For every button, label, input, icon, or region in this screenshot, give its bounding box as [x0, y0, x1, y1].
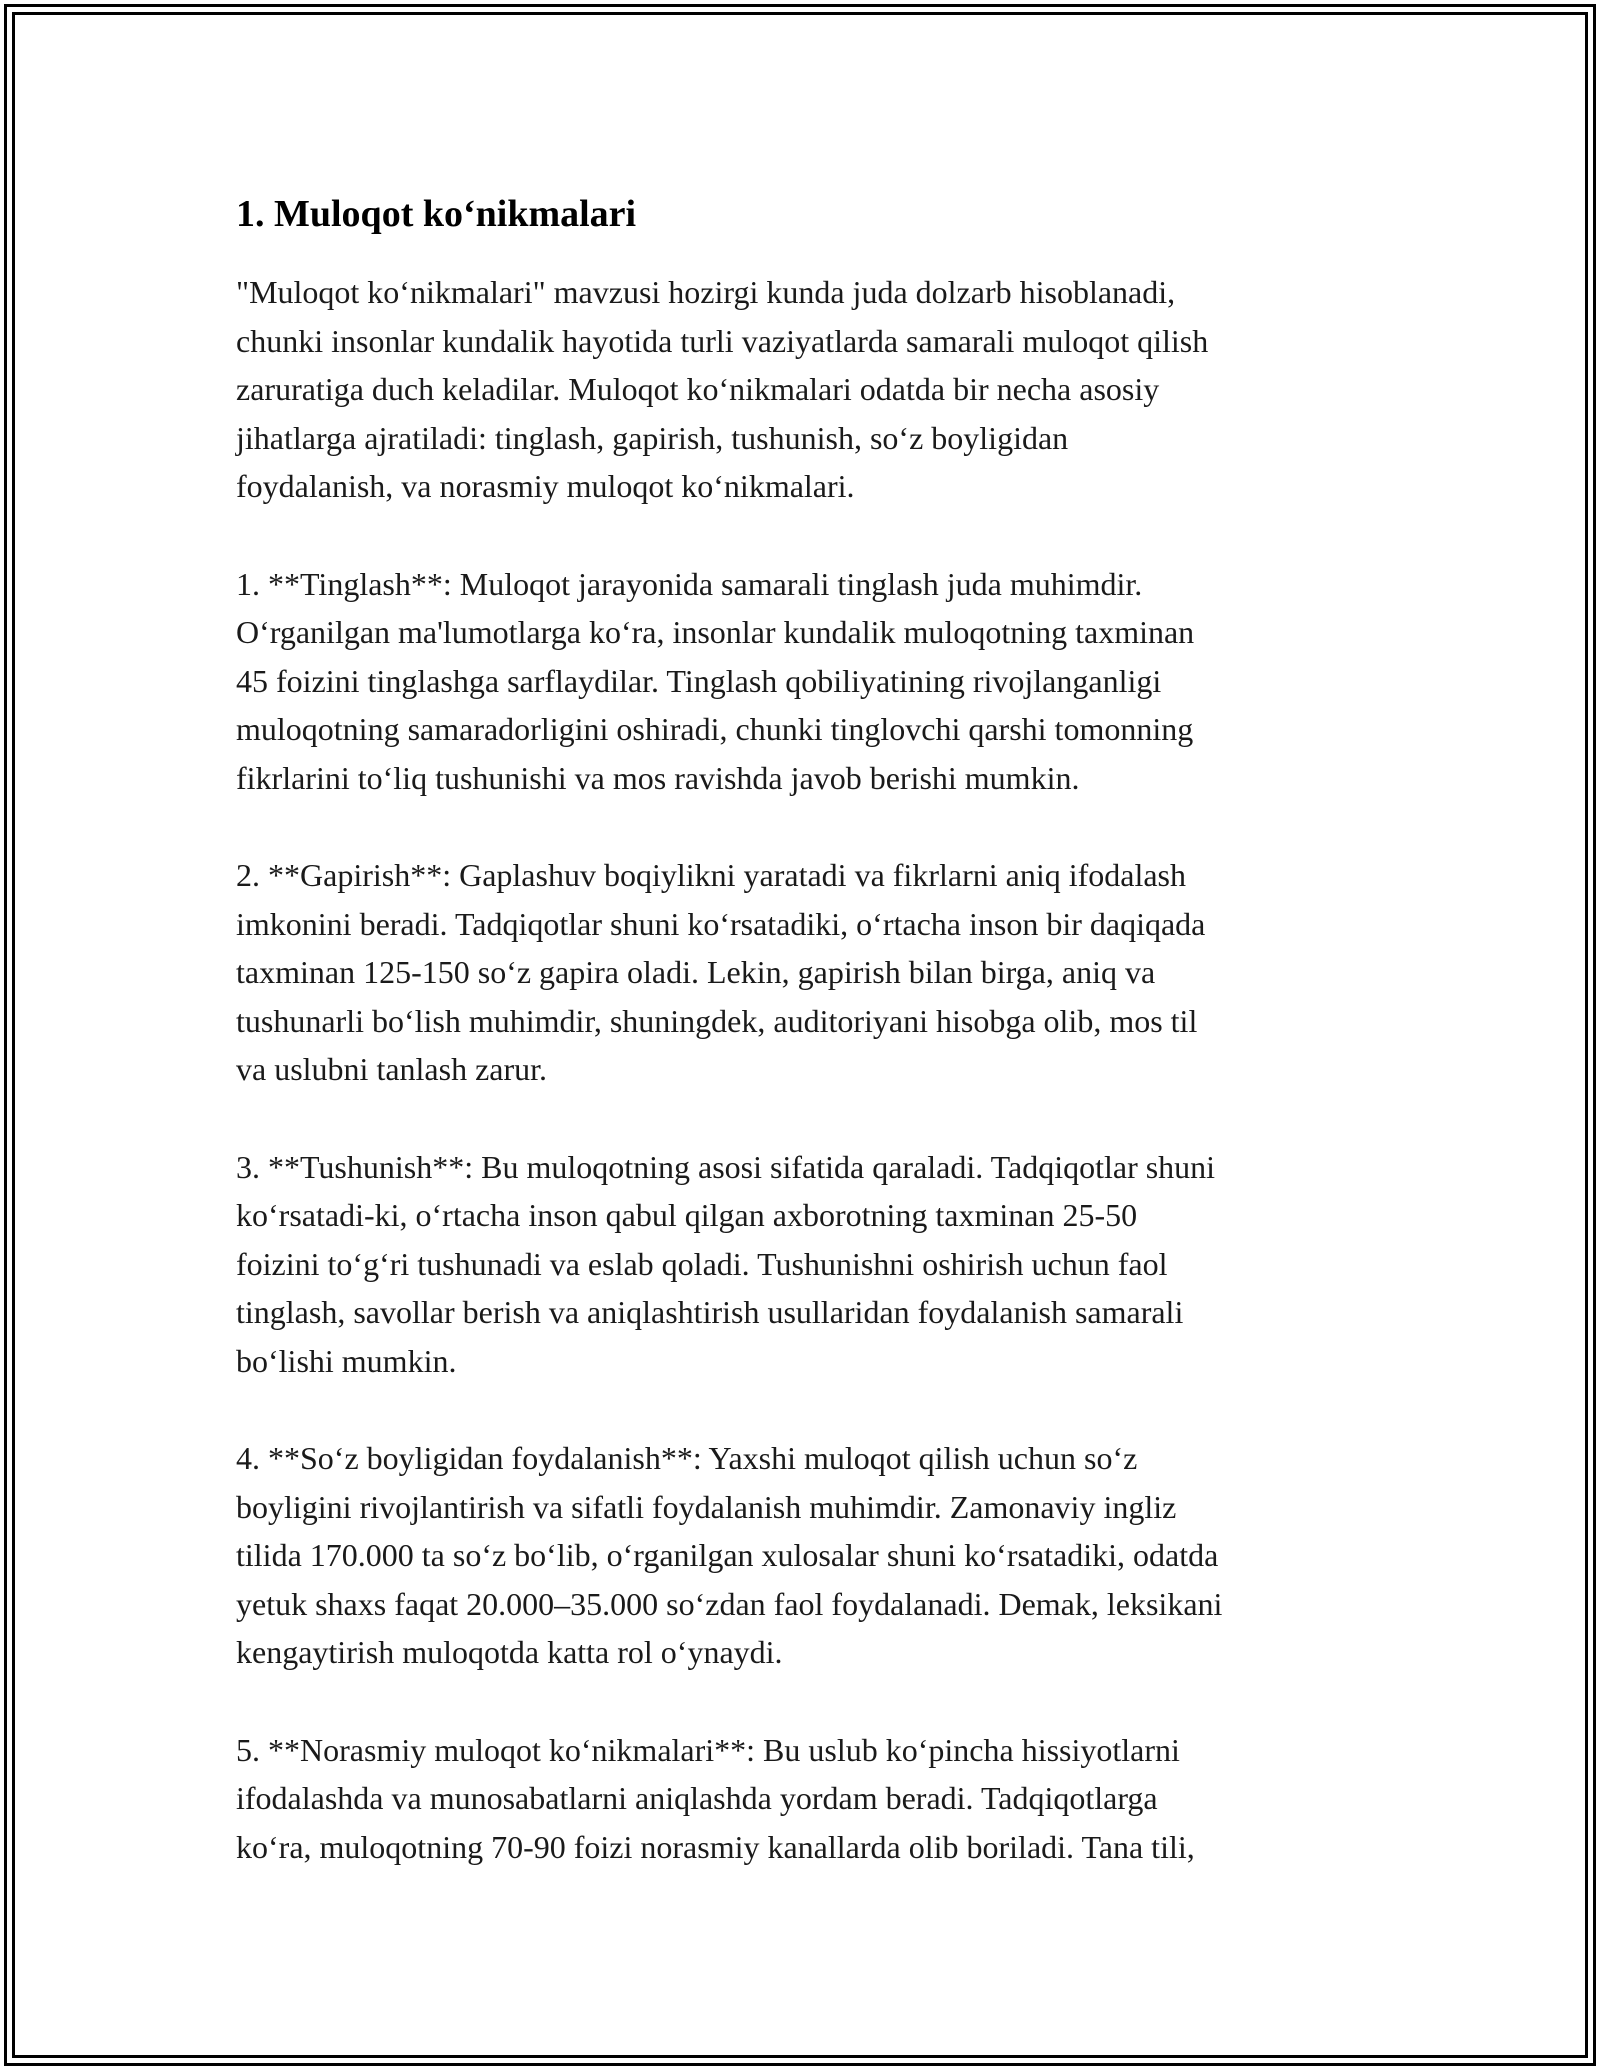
intro-paragraph: "Muloqot ko‘nikmalari" mavzusi hozirgi kunda juda dolzarb hisoblanadi, chunki insonlar kundalik hayotida turli vaziyatlarda samarali muloqot qilish zaruratiga duch keladilar. Muloqot ko‘nikmalari odatda bir necha asosiy jihatlarga ajratiladi: tinglash, gapirish, tushunish, so‘z boyligidan foydalanish, va norasmiy muloqot ko‘nikmalari. — [236, 274, 1209, 504]
speaking-paragraph: 2. **Gapirish**: Gaplashuv boqiylikni yaratadi va fikrlarni aniq ifodalash imkonini beradi. Tadqiqotlar shuni ko‘rsatadiki, o‘rtacha inson bir daqiqada taxminan 125-150 so‘z gapira oladi. Lekin, gapirish bilan birga, aniq va tushunarli bo‘lish muhimdir, shuningdek, auditoriyani hisobga olib, mos til va uslubni tanlash zarur. — [236, 857, 1206, 1087]
informal-communication-paragraph: 5. **Norasmiy muloqot ko‘nikmalari**: Bu uslub ko‘pincha hissiyotlarni ifodalashda va munosabatlarni aniqlashda yordam beradi. Tadqiqotlarga ko‘ra, muloqotning 70-90 foizi norasmiy kanallarda olib boriladi. Tana tili, — [236, 1731, 1195, 1865]
understanding-paragraph: 3. **Tushunish**: Bu muloqotning asosi sifatida qaraladi. Tadqiqotlar shuni ko‘rsatadi-ki, o‘rtacha inson qabul qilgan axborotning taxminan 25-50 foizini to‘g‘ri tushunadi va eslab qoladi. Tushunishni oshirish uchun faol tinglash, savollar berish va aniqlashtirish usullaridan foydalanish samarali bo‘lishi mumkin. — [236, 1148, 1216, 1379]
vocabulary-paragraph: 4. **So‘z boyligidan foydalanish**: Yaxshi muloqot qilish uchun so‘z boyligini rivojlantirish va sifatli foydalanish muhimdir. Zamonaviy ingliz tilida 170.000 ta so‘z bo‘lib, o‘rganilgan xulosalar shuni ko‘rsatadiki, odatda yetuk shaxs faqat 20.000–35.000 so‘zdan faol foydalanadi. Demak, leksikani kengaytirish muloqotda katta rol o‘ynaydi. — [236, 1440, 1223, 1670]
section-title: 1. Muloqot ko‘nikmalari — [236, 193, 637, 235]
listening-paragraph: 1. **Tinglash**: Muloqot jarayonida samarali tinglash juda muhimdir. O‘rganilgan ma'lumotlarga ko‘ra, insonlar kundalik muloqotning taxminan 45 foizini tinglashga sarflaydilar. Tinglash qobiliyatining rivojlanganligi muloqotning samaradorligini oshiradi, chunki tinglovchi qarshi tomonning fikrlarini to‘liq tushunishi va mos ravishda javob berishi mumkin. — [236, 565, 1195, 796]
document-body — [236, 190, 1386, 1920]
